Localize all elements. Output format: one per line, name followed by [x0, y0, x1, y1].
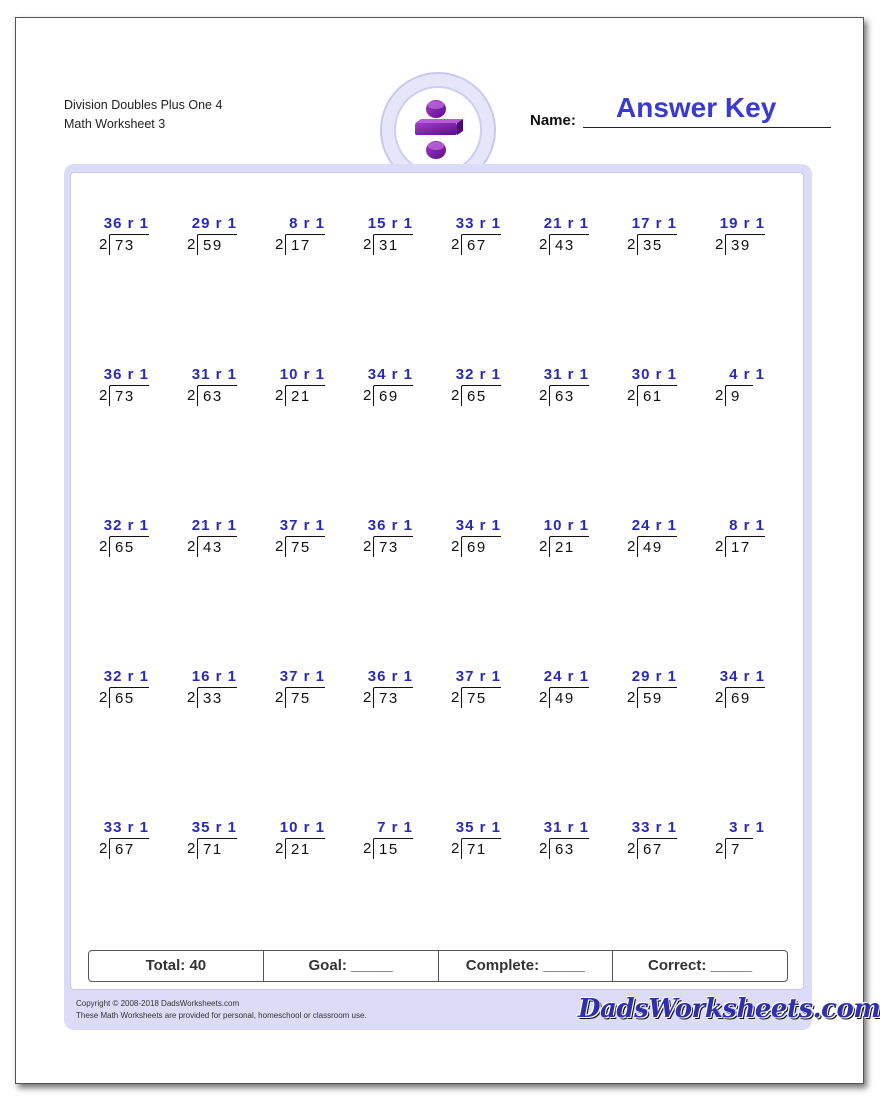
divisor: 2 — [715, 689, 724, 706]
divisor: 2 — [187, 689, 196, 706]
divisor: 2 — [627, 689, 636, 706]
division-problem — [363, 215, 443, 265]
quotient-answer: 24 r 1 — [631, 517, 677, 534]
division-problem — [627, 215, 707, 265]
dividend: 75 — [461, 687, 501, 708]
dividend: 71 — [461, 838, 501, 859]
division-problem — [99, 668, 179, 718]
divisor: 2 — [187, 387, 196, 404]
dividend: 43 — [197, 536, 237, 557]
divisor: 2 — [451, 689, 460, 706]
score-correct: Correct: _____ — [648, 957, 753, 974]
division-problem — [187, 819, 267, 869]
divisor: 2 — [99, 840, 108, 857]
divisor: 2 — [363, 236, 372, 253]
quotient-answer: 15 r 1 — [367, 215, 413, 232]
divisor: 2 — [451, 538, 460, 555]
divisor: 2 — [275, 387, 284, 404]
divisor: 2 — [539, 840, 548, 857]
worksheet-title — [64, 96, 222, 134]
divisor: 2 — [99, 236, 108, 253]
quotient-answer: 16 r 1 — [191, 668, 237, 685]
divisor: 2 — [715, 538, 724, 555]
divisor: 2 — [539, 236, 548, 253]
divisor: 2 — [275, 840, 284, 857]
quotient-answer: 33 r 1 — [103, 819, 149, 836]
divisor: 2 — [715, 840, 724, 857]
dividend: 15 — [373, 838, 413, 859]
division-problem — [539, 215, 619, 265]
division-problem — [539, 668, 619, 718]
quotient-answer: 3 r 1 — [729, 819, 765, 836]
division-problem — [99, 517, 179, 567]
quotient-answer: 21 r 1 — [543, 215, 589, 232]
division-problem — [451, 668, 531, 718]
division-problem — [187, 668, 267, 718]
dividend: 33 — [197, 687, 237, 708]
division-problem — [627, 819, 707, 869]
title-line-2: Math Worksheet 3 — [64, 117, 166, 131]
division-problem — [451, 819, 531, 869]
quotient-answer: 34 r 1 — [719, 668, 765, 685]
divisor: 2 — [187, 538, 196, 555]
quotient-answer: 21 r 1 — [191, 517, 237, 534]
quotient-answer: 36 r 1 — [103, 215, 149, 232]
division-problem — [539, 819, 619, 869]
dividend: 59 — [637, 687, 677, 708]
brand-logo: DadsWorksheets.com — [578, 994, 880, 1024]
division-problem — [187, 517, 267, 567]
quotient-answer: 32 r 1 — [455, 366, 501, 383]
division-problem — [451, 366, 531, 416]
dividend: 21 — [285, 385, 325, 406]
divisor: 2 — [539, 387, 548, 404]
dividend: 69 — [461, 536, 501, 557]
divisor: 2 — [99, 689, 108, 706]
quotient-answer: 33 r 1 — [631, 819, 677, 836]
divisor: 2 — [363, 840, 372, 857]
divisor: 2 — [715, 387, 724, 404]
division-problem — [715, 215, 795, 265]
dividend: 73 — [373, 536, 413, 557]
quotient-answer: 31 r 1 — [543, 819, 589, 836]
division-problem — [363, 819, 443, 869]
division-problem — [275, 215, 355, 265]
division-problem — [539, 366, 619, 416]
footer-text — [76, 998, 367, 1022]
quotient-answer: 37 r 1 — [279, 668, 325, 685]
division-problem — [627, 668, 707, 718]
quotient-answer: 8 r 1 — [729, 517, 765, 534]
answer-key-label: Answer Key — [616, 92, 777, 123]
quotient-answer: 31 r 1 — [543, 366, 589, 383]
division-problem — [627, 517, 707, 567]
dividend: 39 — [725, 234, 765, 255]
title-line-1: Division Doubles Plus One 4 — [64, 98, 223, 112]
score-goal: Goal: _____ — [264, 951, 439, 981]
quotient-answer: 36 r 1 — [367, 517, 413, 534]
score-complete: Complete: _____ — [439, 951, 614, 981]
division-problem — [363, 517, 443, 567]
division-problem — [451, 215, 531, 265]
dividend: 17 — [725, 536, 765, 557]
dividend: 49 — [549, 687, 589, 708]
dividend: 43 — [549, 234, 589, 255]
divisor: 2 — [275, 538, 284, 555]
dividend: 67 — [461, 234, 501, 255]
divisor: 2 — [363, 689, 372, 706]
quotient-answer: 29 r 1 — [191, 215, 237, 232]
quotient-answer: 17 r 1 — [631, 215, 677, 232]
quotient-answer: 36 r 1 — [367, 668, 413, 685]
division-problem — [715, 366, 795, 416]
quotient-answer: 37 r 1 — [279, 517, 325, 534]
quotient-answer: 10 r 1 — [543, 517, 589, 534]
dividend: 65 — [109, 687, 149, 708]
copyright-text: Copyright © 2008-2018 DadsWorksheets.com — [76, 999, 240, 1008]
division-problem — [715, 819, 795, 869]
quotient-answer: 34 r 1 — [455, 517, 501, 534]
divisor: 2 — [187, 840, 196, 857]
dividend: 73 — [109, 385, 149, 406]
dividend: 9 — [725, 385, 753, 406]
division-problem — [451, 517, 531, 567]
dividend: 73 — [109, 234, 149, 255]
divisor: 2 — [715, 236, 724, 253]
dividend: 49 — [637, 536, 677, 557]
dividend: 73 — [373, 687, 413, 708]
divisor: 2 — [627, 840, 636, 857]
quotient-answer: 32 r 1 — [103, 517, 149, 534]
dividend: 71 — [197, 838, 237, 859]
quotient-answer: 35 r 1 — [191, 819, 237, 836]
division-problem — [715, 517, 795, 567]
quotient-answer: 32 r 1 — [103, 668, 149, 685]
division-problem — [187, 366, 267, 416]
division-problem — [275, 819, 355, 869]
quotient-answer: 37 r 1 — [455, 668, 501, 685]
dividend: 69 — [373, 385, 413, 406]
division-problem — [275, 517, 355, 567]
dividend: 69 — [725, 687, 765, 708]
dividend: 65 — [461, 385, 501, 406]
dividend: 65 — [109, 536, 149, 557]
divisor: 2 — [275, 236, 284, 253]
quotient-answer: 24 r 1 — [543, 668, 589, 685]
divisor: 2 — [627, 538, 636, 555]
quotient-answer: 4 r 1 — [729, 366, 765, 383]
divisor: 2 — [99, 387, 108, 404]
dividend: 31 — [373, 234, 413, 255]
score-total: Total: 40 — [89, 951, 264, 981]
problems-area — [70, 172, 804, 990]
quotient-answer: 10 r 1 — [279, 366, 325, 383]
dividend: 21 — [285, 838, 325, 859]
divisor: 2 — [451, 840, 460, 857]
division-problem — [275, 366, 355, 416]
division-problem — [99, 366, 179, 416]
quotient-answer: 36 r 1 — [103, 366, 149, 383]
quotient-answer: 30 r 1 — [631, 366, 677, 383]
quotient-answer: 35 r 1 — [455, 819, 501, 836]
dividend: 61 — [637, 385, 677, 406]
dividend: 63 — [197, 385, 237, 406]
problems-frame — [64, 164, 812, 1030]
quotient-answer: 7 r 1 — [377, 819, 413, 836]
dividend: 67 — [637, 838, 677, 859]
dividend: 59 — [197, 234, 237, 255]
dividend: 7 — [725, 838, 753, 859]
division-problem — [627, 366, 707, 416]
division-problem — [99, 819, 179, 869]
divisor: 2 — [187, 236, 196, 253]
divisor: 2 — [363, 387, 372, 404]
dividend: 63 — [549, 838, 589, 859]
usage-text: These Math Worksheets are provided for personal, homeschool or classroom use. — [76, 1011, 367, 1020]
divisor: 2 — [99, 538, 108, 555]
divisor: 2 — [451, 387, 460, 404]
dividend: 75 — [285, 687, 325, 708]
quotient-answer: 8 r 1 — [289, 215, 325, 232]
divisor: 2 — [627, 387, 636, 404]
dividend: 17 — [285, 234, 325, 255]
quotient-answer: 33 r 1 — [455, 215, 501, 232]
dividend: 67 — [109, 838, 149, 859]
quotient-answer: 29 r 1 — [631, 668, 677, 685]
divisor: 2 — [363, 538, 372, 555]
quotient-answer: 10 r 1 — [279, 819, 325, 836]
division-problem — [715, 668, 795, 718]
division-problem — [99, 215, 179, 265]
quotient-answer: 31 r 1 — [191, 366, 237, 383]
division-problem — [275, 668, 355, 718]
division-problem — [363, 668, 443, 718]
name-label: Name: — [530, 112, 576, 129]
score-box — [88, 950, 788, 982]
divisor: 2 — [627, 236, 636, 253]
dividend: 63 — [549, 385, 589, 406]
divisor: 2 — [275, 689, 284, 706]
dividend: 35 — [637, 234, 677, 255]
divisor: 2 — [539, 689, 548, 706]
quotient-answer: 19 r 1 — [719, 215, 765, 232]
dividend: 75 — [285, 536, 325, 557]
division-problem — [539, 517, 619, 567]
dividend: 21 — [549, 536, 589, 557]
division-problem — [363, 366, 443, 416]
quotient-answer: 34 r 1 — [367, 366, 413, 383]
name-line — [583, 127, 831, 128]
divisor: 2 — [539, 538, 548, 555]
division-symbol-icon — [396, 88, 480, 172]
division-problem — [187, 215, 267, 265]
divisor: 2 — [451, 236, 460, 253]
